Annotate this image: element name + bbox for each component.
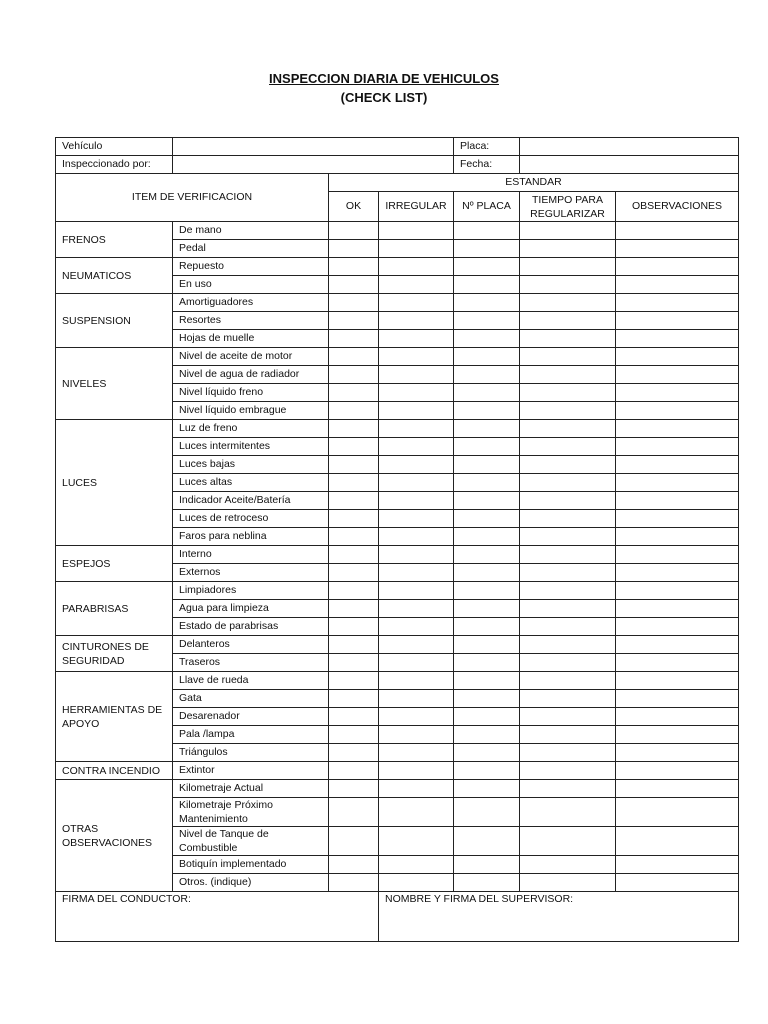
observations-cell[interactable] (616, 294, 739, 312)
ok-cell[interactable] (329, 874, 379, 892)
ok-cell[interactable] (329, 827, 379, 856)
irregular-cell[interactable] (379, 600, 454, 618)
plate-no-cell[interactable] (454, 528, 520, 546)
inspected-by-field[interactable] (173, 156, 454, 174)
item-label: Gata (173, 690, 329, 708)
table-row (56, 222, 739, 240)
observations-cell[interactable] (616, 222, 739, 240)
observations-cell[interactable] (616, 546, 739, 564)
item-label: De mano (173, 222, 329, 240)
irregular-cell[interactable] (379, 240, 454, 258)
observations-cell[interactable] (616, 856, 739, 874)
ok-cell[interactable] (329, 492, 379, 510)
observations-cell[interactable] (616, 654, 739, 672)
date-label: Fecha: (454, 156, 520, 174)
ok-cell[interactable] (329, 312, 379, 330)
ok-cell[interactable] (329, 420, 379, 438)
item-label: Hojas de muelle (173, 330, 329, 348)
item-label: Llave de rueda (173, 672, 329, 690)
observations-cell[interactable] (616, 312, 739, 330)
ok-cell[interactable] (329, 744, 379, 762)
irregular-cell[interactable] (379, 348, 454, 366)
plate-no-cell[interactable] (454, 582, 520, 600)
inspected-by-label: Inspeccionado por: (56, 156, 173, 174)
item-label: Interno (173, 546, 329, 564)
observations-cell[interactable] (616, 438, 739, 456)
supervisor-signature-box[interactable]: NOMBRE Y FIRMA DEL SUPERVISOR: (379, 892, 739, 942)
observations-cell[interactable] (616, 726, 739, 744)
time-to-fix-cell[interactable] (520, 240, 616, 258)
observations-cell[interactable] (616, 402, 739, 420)
time-to-fix-cell[interactable] (520, 618, 616, 636)
observations-cell[interactable] (616, 240, 739, 258)
observations-cell[interactable] (616, 474, 739, 492)
group-label: LUCES (56, 420, 173, 546)
ok-cell[interactable] (329, 330, 379, 348)
plate-no-cell[interactable] (454, 798, 520, 827)
irregular-cell[interactable] (379, 294, 454, 312)
item-label: Pala /lampa (173, 726, 329, 744)
item-column-header: ITEM DE VERIFICACION (56, 174, 329, 222)
table-row (56, 348, 739, 366)
time-to-fix-cell[interactable] (520, 330, 616, 348)
ok-cell[interactable] (329, 672, 379, 690)
table-row (56, 546, 739, 564)
plate-no-cell[interactable] (454, 258, 520, 276)
item-label: Luz de freno (173, 420, 329, 438)
plate-no-cell[interactable] (454, 510, 520, 528)
table-row (56, 420, 739, 438)
ok-cell[interactable] (329, 582, 379, 600)
item-label: Pedal (173, 240, 329, 258)
time-to-fix-cell[interactable] (520, 348, 616, 366)
item-label: Resortes (173, 312, 329, 330)
observations-cell[interactable] (616, 528, 739, 546)
group-label: ESPEJOS (56, 546, 173, 582)
ok-cell[interactable] (329, 528, 379, 546)
observations-cell[interactable] (616, 672, 739, 690)
table-row (56, 672, 739, 690)
observations-cell[interactable] (616, 456, 739, 474)
time-to-fix-cell[interactable] (520, 402, 616, 420)
item-label: En uso (173, 276, 329, 294)
irregular-cell[interactable] (379, 312, 454, 330)
irregular-cell[interactable] (379, 420, 454, 438)
irregular-cell[interactable] (379, 528, 454, 546)
ok-cell[interactable] (329, 654, 379, 672)
irregular-cell[interactable] (379, 636, 454, 654)
plate-no-cell[interactable] (454, 276, 520, 294)
item-label: Nivel de agua de radiador (173, 366, 329, 384)
group-label: PARABRISAS (56, 582, 173, 636)
observations-cell[interactable] (616, 330, 739, 348)
plate-no-cell[interactable] (454, 348, 520, 366)
ok-cell[interactable] (329, 456, 379, 474)
time-to-fix-cell[interactable] (520, 366, 616, 384)
item-label: Extintor (173, 762, 329, 780)
ok-cell[interactable] (329, 366, 379, 384)
plate-no-cell[interactable] (454, 874, 520, 892)
time-to-fix-cell[interactable] (520, 856, 616, 874)
plate-no-cell[interactable] (454, 366, 520, 384)
ok-cell[interactable] (329, 618, 379, 636)
ok-cell[interactable] (329, 474, 379, 492)
group-label: CONTRA INCENDIO (56, 762, 173, 780)
plate-no-cell[interactable] (454, 546, 520, 564)
irregular-cell[interactable] (379, 546, 454, 564)
irregular-column-header: IRREGULAR (379, 192, 454, 222)
plate-no-cell[interactable] (454, 654, 520, 672)
time-to-fix-cell[interactable] (520, 222, 616, 240)
irregular-cell[interactable] (379, 708, 454, 726)
ok-cell[interactable] (329, 762, 379, 780)
time-to-fix-cell[interactable] (520, 600, 616, 618)
time-to-fix-cell[interactable] (520, 474, 616, 492)
plate-no-cell[interactable] (454, 744, 520, 762)
item-label: Faros para neblina (173, 528, 329, 546)
ok-cell[interactable] (329, 564, 379, 582)
group-label: NEUMATICOS (56, 258, 173, 294)
irregular-cell[interactable] (379, 654, 454, 672)
time-to-fix-cell[interactable] (520, 456, 616, 474)
ok-cell[interactable] (329, 600, 379, 618)
irregular-cell[interactable] (379, 856, 454, 874)
time-to-fix-cell[interactable] (520, 582, 616, 600)
plate-no-cell[interactable] (454, 420, 520, 438)
time-to-fix-cell[interactable] (520, 312, 616, 330)
time-to-fix-cell[interactable] (520, 564, 616, 582)
ok-cell[interactable] (329, 402, 379, 420)
item-label: Repuesto (173, 258, 329, 276)
time-to-fix-cell[interactable] (520, 654, 616, 672)
document-subtitle: (CHECK LIST) (340, 90, 428, 105)
plate-no-cell[interactable] (454, 402, 520, 420)
time-to-fix-cell[interactable] (520, 780, 616, 798)
time-to-fix-cell[interactable] (520, 874, 616, 892)
time-to-fix-cell[interactable] (520, 726, 616, 744)
irregular-cell[interactable] (379, 690, 454, 708)
plate-no-cell[interactable] (454, 312, 520, 330)
time-to-fix-column-header: TIEMPO PARA REGULARIZAR (520, 192, 616, 222)
item-label: Delanteros (173, 636, 329, 654)
irregular-cell[interactable] (379, 222, 454, 240)
plate-no-cell[interactable] (454, 240, 520, 258)
ok-cell[interactable] (329, 240, 379, 258)
observations-cell[interactable] (616, 827, 739, 856)
plate-no-cell[interactable] (454, 474, 520, 492)
observations-cell[interactable] (616, 636, 739, 654)
observations-cell[interactable] (616, 618, 739, 636)
ok-cell[interactable] (329, 726, 379, 744)
item-label: Nivel líquido embrague (173, 402, 329, 420)
standard-column-header: ESTANDAR (329, 174, 739, 192)
ok-cell[interactable] (329, 276, 379, 294)
plate-label: Placa: (454, 138, 520, 156)
ok-cell[interactable] (329, 222, 379, 240)
time-to-fix-cell[interactable] (520, 636, 616, 654)
time-to-fix-cell[interactable] (520, 294, 616, 312)
time-to-fix-cell[interactable] (520, 276, 616, 294)
table-row (56, 294, 739, 312)
time-to-fix-cell[interactable] (520, 672, 616, 690)
observations-cell[interactable] (616, 258, 739, 276)
ok-cell[interactable] (329, 294, 379, 312)
plate-no-cell[interactable] (454, 672, 520, 690)
plate-no-cell[interactable] (454, 222, 520, 240)
plate-no-cell[interactable] (454, 384, 520, 402)
plate-no-cell[interactable] (454, 856, 520, 874)
ok-cell[interactable] (329, 798, 379, 827)
observations-cell[interactable] (616, 600, 739, 618)
observations-cell[interactable] (616, 366, 739, 384)
item-label: Luces bajas (173, 456, 329, 474)
observations-cell[interactable] (616, 582, 739, 600)
ok-cell[interactable] (329, 708, 379, 726)
observations-cell[interactable] (616, 780, 739, 798)
inspection-table (55, 137, 739, 942)
irregular-cell[interactable] (379, 744, 454, 762)
irregular-cell[interactable] (379, 474, 454, 492)
time-to-fix-cell[interactable] (520, 258, 616, 276)
group-label: SUSPENSION (56, 294, 173, 348)
item-label: Luces altas (173, 474, 329, 492)
group-label: OTRAS OBSERVACIONES (56, 780, 173, 892)
observations-cell[interactable] (616, 744, 739, 762)
observations-cell[interactable] (616, 510, 739, 528)
table-row (56, 258, 739, 276)
observations-cell[interactable] (616, 762, 739, 780)
plate-no-cell[interactable] (454, 690, 520, 708)
irregular-cell[interactable] (379, 762, 454, 780)
observations-cell[interactable] (616, 492, 739, 510)
irregular-cell[interactable] (379, 330, 454, 348)
irregular-cell[interactable] (379, 827, 454, 856)
plate-no-cell[interactable] (454, 456, 520, 474)
observations-cell[interactable] (616, 348, 739, 366)
ok-cell[interactable] (329, 438, 379, 456)
checklist-items (56, 222, 739, 892)
time-to-fix-cell[interactable] (520, 384, 616, 402)
irregular-cell[interactable] (379, 798, 454, 827)
irregular-cell[interactable] (379, 384, 454, 402)
irregular-cell[interactable] (379, 780, 454, 798)
item-label: Triángulos (173, 744, 329, 762)
item-label: Kilometraje Actual (173, 780, 329, 798)
ok-cell[interactable] (329, 690, 379, 708)
group-label: CINTURONES DE SEGURIDAD (56, 636, 173, 672)
item-label: Estado de parabrisas (173, 618, 329, 636)
document-title: INSPECCION DIARIA DE VEHICULOS (269, 71, 499, 86)
item-label: Traseros (173, 654, 329, 672)
observations-cell[interactable] (616, 874, 739, 892)
vehicle-label: Vehículo (56, 138, 173, 156)
observations-cell[interactable] (616, 420, 739, 438)
plate-no-cell[interactable] (454, 294, 520, 312)
vehicle-field[interactable] (173, 138, 454, 156)
group-label: NIVELES (56, 348, 173, 420)
item-label: Luces intermitentes (173, 438, 329, 456)
irregular-cell[interactable] (379, 456, 454, 474)
ok-cell[interactable] (329, 546, 379, 564)
item-label: Amortiguadores (173, 294, 329, 312)
irregular-cell[interactable] (379, 492, 454, 510)
plate-no-cell[interactable] (454, 780, 520, 798)
item-label: Nivel líquido freno (173, 384, 329, 402)
item-label: Botiquín implementado (173, 856, 329, 874)
item-label: Kilometraje Próximo Mantenimiento (173, 798, 329, 827)
plate-field[interactable] (520, 138, 739, 156)
observations-column-header: OBSERVACIONES (616, 192, 739, 222)
ok-cell[interactable] (329, 856, 379, 874)
time-to-fix-cell[interactable] (520, 744, 616, 762)
item-label: Otros. (indique) (173, 874, 329, 892)
ok-cell[interactable] (329, 636, 379, 654)
irregular-cell[interactable] (379, 366, 454, 384)
ok-cell[interactable] (329, 780, 379, 798)
time-to-fix-cell[interactable] (520, 420, 616, 438)
plate-no-cell[interactable] (454, 600, 520, 618)
ok-cell[interactable] (329, 258, 379, 276)
plate-no-cell[interactable] (454, 438, 520, 456)
ok-cell[interactable] (329, 384, 379, 402)
item-label: Nivel de Tanque de Combustible (173, 827, 329, 856)
observations-cell[interactable] (616, 384, 739, 402)
date-field[interactable] (520, 156, 739, 174)
plate-no-cell[interactable] (454, 726, 520, 744)
ok-column-header: OK (329, 192, 379, 222)
ok-cell[interactable] (329, 510, 379, 528)
time-to-fix-cell[interactable] (520, 708, 616, 726)
item-label: Luces de retroceso (173, 510, 329, 528)
table-row (56, 582, 739, 600)
time-to-fix-cell[interactable] (520, 438, 616, 456)
plate-no-cell[interactable] (454, 492, 520, 510)
time-to-fix-cell[interactable] (520, 492, 616, 510)
irregular-cell[interactable] (379, 672, 454, 690)
observations-cell[interactable] (616, 564, 739, 582)
item-label: Agua para limpieza (173, 600, 329, 618)
item-label: Externos (173, 564, 329, 582)
item-label: Limpiadores (173, 582, 329, 600)
time-to-fix-cell[interactable] (520, 690, 616, 708)
plate-no-cell[interactable] (454, 330, 520, 348)
irregular-cell[interactable] (379, 582, 454, 600)
plate-no-cell[interactable] (454, 618, 520, 636)
item-label: Indicador Aceite/Batería (173, 492, 329, 510)
table-row (56, 636, 739, 654)
irregular-cell[interactable] (379, 564, 454, 582)
table-row (56, 780, 739, 798)
driver-signature-box[interactable]: FIRMA DEL CONDUCTOR: (56, 892, 379, 942)
irregular-cell[interactable] (379, 726, 454, 744)
irregular-cell[interactable] (379, 510, 454, 528)
time-to-fix-cell[interactable] (520, 798, 616, 827)
irregular-cell[interactable] (379, 276, 454, 294)
time-to-fix-cell[interactable] (520, 827, 616, 856)
table-row (56, 762, 739, 780)
observations-cell[interactable] (616, 708, 739, 726)
irregular-cell[interactable] (379, 258, 454, 276)
irregular-cell[interactable] (379, 438, 454, 456)
plate-no-cell[interactable] (454, 564, 520, 582)
item-label: Nivel de aceite de motor (173, 348, 329, 366)
plate-no-cell[interactable] (454, 827, 520, 856)
group-label: FRENOS (56, 222, 173, 258)
observations-cell[interactable] (616, 798, 739, 827)
plate-no-column-header: Nº PLACA (454, 192, 520, 222)
observations-cell[interactable] (616, 276, 739, 294)
item-label: Desarenador (173, 708, 329, 726)
ok-cell[interactable] (329, 348, 379, 366)
plate-no-cell[interactable] (454, 636, 520, 654)
irregular-cell[interactable] (379, 618, 454, 636)
plate-no-cell[interactable] (454, 762, 520, 780)
irregular-cell[interactable] (379, 402, 454, 420)
group-label: HERRAMIENTAS DE APOYO (56, 672, 173, 762)
time-to-fix-cell[interactable] (520, 510, 616, 528)
time-to-fix-cell[interactable] (520, 762, 616, 780)
irregular-cell[interactable] (379, 874, 454, 892)
plate-no-cell[interactable] (454, 708, 520, 726)
time-to-fix-cell[interactable] (520, 546, 616, 564)
time-to-fix-cell[interactable] (520, 528, 616, 546)
observations-cell[interactable] (616, 690, 739, 708)
